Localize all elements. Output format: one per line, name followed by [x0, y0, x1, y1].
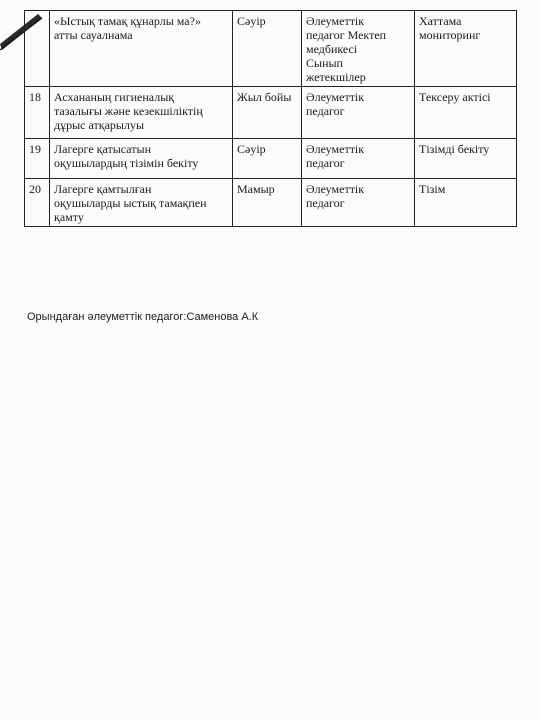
responsible-cell: Әлеуметтік педагог — [302, 179, 415, 227]
row-number: 20 — [25, 179, 50, 227]
table-row — [25, 87, 517, 139]
form-cell: Хаттама мониторинг — [415, 11, 517, 87]
term-cell: Сәуір — [233, 11, 302, 87]
term-cell: Жыл бойы — [233, 87, 302, 139]
row-number: 18 — [25, 87, 50, 139]
responsible-cell: Әлеуметтік педагог — [302, 139, 415, 179]
responsible-cell: Әлеуметтік педагог Мектеп медбикесі Сынып жетекшілер — [302, 11, 415, 87]
table-row — [25, 179, 517, 227]
row-number: 19 — [25, 139, 50, 179]
event-cell: Лагерге қамтылған оқушыларды ыстық тамақпен қамту — [50, 179, 233, 227]
form-cell: Тізімді бекіту — [415, 139, 517, 179]
event-cell: Лагерге қатысатын оқушылардың тізімін бекіту — [50, 139, 233, 179]
form-cell: Тізім — [415, 179, 517, 227]
responsible-cell: Әлеуметтік педагог — [302, 87, 415, 139]
event-cell: Асхананың гигиеналық тазалығы және кезекшіліктің дұрыс атқарылуы — [50, 87, 233, 139]
table-row — [25, 139, 517, 179]
form-cell: Тексеру актісі — [415, 87, 517, 139]
table-row — [25, 11, 517, 87]
signature-line: Орындаған әлеуметтік педагог:Саменова А.К — [27, 311, 259, 323]
row-number — [25, 11, 50, 87]
plan-table — [24, 10, 517, 227]
term-cell: Сәуір — [233, 139, 302, 179]
event-cell: «Ыстық тамақ құнарлы ма?» атты сауалнама — [50, 11, 233, 87]
term-cell: Мамыр — [233, 179, 302, 227]
